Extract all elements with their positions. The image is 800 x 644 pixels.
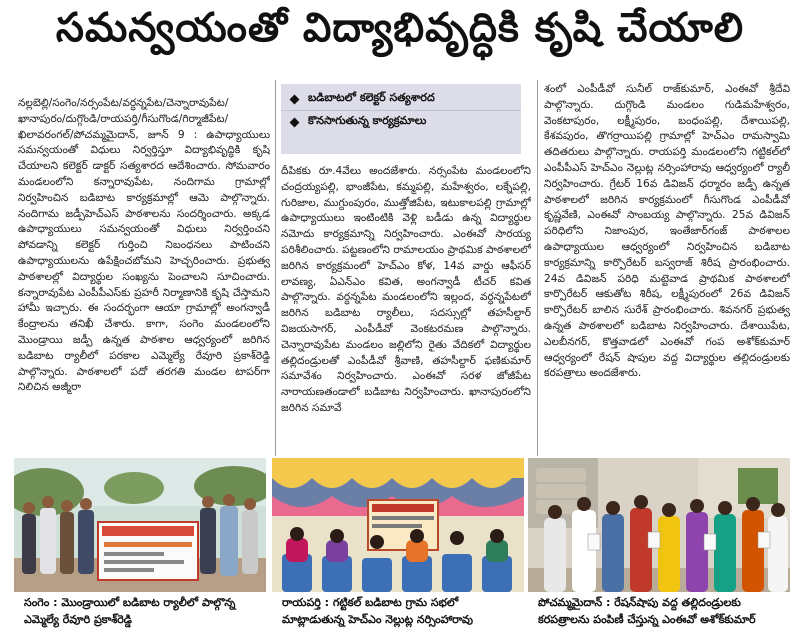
diamond-bullet-icon	[290, 117, 300, 127]
column-divider	[275, 80, 276, 456]
photo-caption: పోచమ్మమైదాన్ : రేషన్‌షాపు వద్ద తల్లిదండ్రులకు కరపత్రాలను పంపిణీ చేస్తున్న ఎంఈవో అశోక్‌కుమార్	[538, 596, 756, 626]
page-headline: సమన్వయంతో విద్యాభివృద్ధికి కృషి చేయాలి	[55, 5, 745, 51]
photo-meeting	[272, 458, 524, 592]
column-text: దీపికకు రూ.4వేలు అందజేశారు. నర్సంపేట మండలంలోని చంద్రయ్యపల్లి, భాంజీపేట, కమ్మపల్లి, మహేశ్వరం, లక్నేపల్లి, గురిజాల, ముగ్దుంపురం, ముత్తోజిపేట, ఇటుకాలపల్లి గ్రామాల్లో ఉపాధ్యాయులు ఇంటింటికి వెళ్లి బడీడు ఉన్న విద్యార్థుల నమోదు కార్యక్రమాన్ని నిర్వహించారు. ఎంఈవో సారయ్య పరిశీలించారు. పట్టణంలోని రామాలయం ప్రాథమిక పాఠశాలలో జరిగిన కార్యక్రమంలో హెచ్ఎం కోళ, 14వ వార్డు ఆఫీసర్ లావణ్య, ఏఎన్ఎం కవిత, అంగన్వాడీ టీచర్ కవిత పాల్గొన్నారు. వర్ధన్నపేట మండలంలోని ఇల్లంద, వర్ధన్నపేటలో జరిగిన బడిబాట ర్యాలీలు, సదస్సుల్లో తహసీల్దార్ విజయసాగర్, ఎంపీడీవో వెంకటరమణ పాల్గొన్నారు. చెన్నారావుపేట మండలం జల్లిలోని రైతు వేదికలో విద్యార్థుల తల్లిదండ్రులతో ఎంపీడీవో శ్రీవాణి, తహసీల్దార్ ఫణికుమార్ సమావేశం నిర్వహించారు. ఎంఈవో సరళ జోజీపేట నారాయణతండాలో బడిబాట నిర్వహించారు. ఖానాపురంలోని జరిగిన సమావే	[281, 165, 531, 414]
photo-caption: రాయపర్తి : గట్టికల్ బడిబాట గ్రామ సభలో మాట్లాడుతున్న హెచ్ఎం నెల్లుట్ల నర్సింహారావు	[282, 596, 474, 626]
highlight-text: బడిబాటలో కలెక్టర్ సత్యశారద	[308, 91, 435, 104]
photo-caption: సంగెం : మొండ్రాయిలో బడిబాట ర్యాలీలో పాల్గొన్న ఎమ్మెల్యే రేవూరి ప్రకాశ్‌రెడ్డి	[24, 596, 236, 626]
highlight-item	[281, 88, 521, 110]
column-divider	[537, 80, 538, 456]
diamond-bullet-icon	[290, 94, 300, 104]
article-column-3	[544, 82, 790, 452]
column-text: శంలో ఎంపీడీవో సునీల్ రాజ్‌కుమార్, ఎంఈవో శ్రీదేవి పాల్గొన్నారు. దుగ్గొండి మండలం గుడిమహేశ్వరం, వెంకటాపురం, లక్ష్మీపురం, బంధంపల్లి, దేశాయిపల్లి, కేశవపురం, తొగర్రాయిపల్లి గ్రామాల్లో హెచ్ఎం రామస్వామి తదితరులు పాల్గొన్నారు. రాయపర్తి మండలంలోని గట్టికల్‌లో ఎంపీపీఎస్ హెచ్ఎం నెల్లుట్ల నర్సింహారావు ఆధ్వర్యంలో ర్యాలీ నిర్వహించారు. గ్రేటర్ 16వ డివిజన్ ధర్మారం జడ్పీ ఉన్నత పాఠశాలలో జరిగిన కార్యక్రమంలో గీసుగొండ ఎంపీడీవో కృష్ణవేణి, ఎంఈవో సాంబయ్య పాల్గొన్నారు. 25వ డివిజన్ పరిధిలోని నిజాంపుర, ఇంతేజార్‌గంజ్ పాఠశాలల ఉపాధ్యాయుల ఆధ్వర్యంలో నిర్వహించిన బడిబాట కార్యక్రమాన్ని కార్పొరేటర్ బస్వరాజ్ శిరీష ప్రారంభించారు. 24వ డివిజన్ పరిధి మట్టెవాడ ప్రాథమిక పాఠశాలలో కార్పొరేటర్ ఆకుతోట శిరీష, లక్ష్మీపురంలో 26వ డివిజన్ కార్పొరేటర్ బాలిన సురేశ్ ప్రారంభించారు. శివనగర్ ప్రభుత్వ ఉన్నత పాఠశాలలో బడిబాట నిర్వహించారు. దేశాయిపేట, ఎలబీనగర్, కొత్తవాడలో ఎంఈవో గంప అశోక్‌కుమార్ ఆధ్వర్యంలో రేషన్ షాపుల వద్ద విద్యార్థుల తల్లిదండ్రులకు కరపత్రాలు అందజేశారు.	[544, 83, 790, 380]
highlight-text: కొనసాగుతున్న కార్యక్రమాలు	[308, 114, 427, 127]
photo-rally	[14, 458, 266, 592]
article-column-2	[281, 164, 531, 452]
highlights-box	[281, 84, 521, 154]
highlight-item	[281, 110, 521, 133]
article-column-1	[18, 96, 270, 452]
column-text: నల్లబెల్లి/సంగెం/నర్సంపేట/వర్ధన్నపేట/చెన్నారావుపేట/ఖానాపురం/దుగ్గొండి/రాయపర్తి/గీసుగొండ/గిర్మాజీపేట/ఖిలావరంగల్/పోచమ్మమైదాన్, జూన్ 9 : ఉపాధ్యాయులు సమన్వయంతో విధులు నిర్వర్తిస్తూ విద్యాభివృద్ధికి కృషి చేయాలని కలెక్టర్ డాక్టర్ సత్యశారద ఆదేశించారు. సోమవారం మండలంలోని కన్నారావుపేట, నందిగామ గ్రామాల్లో నిర్వహించిన బడిబాట కార్యక్రమాల్లో ఆమె పాల్గొన్నారు. నందిగామ జడ్పీహెచ్ఎస్ పాఠశాలను సందర్శించారు. అక్కడ ఉపాధ్యాయులు సమన్వయంతో విధులు నిర్వర్తించని పోవడాన్ని కలెక్టర్ గుర్తించి నిబంధనలు పాటించని ఉపాధ్యాయులను ఉపేక్షించబోమని హెచ్చరించారు. ప్రభుత్వ పాఠశాలల్లో విద్యార్థుల సంఖ్యను పెంచాలని సూచించారు. కన్నారావుపేట ఎంపీపీఎస్‌కు ప్రహరీ నిర్మాణానికి కృషి చేస్తామని హామీ ఇచ్చారు. ఈ సందర్భంగా ఆయా గ్రామాల్లో అంగన్వాడీ కేంద్రాలను తనిఖీ చేశారు. కాగా, సంగెం మండలంలోని మొండ్రాయి జడ్పీ ఉన్నత పాఠశాల ఆధ్వర్యంలో జరిగిన బడిబాట ర్యాలీలో పరకాల ఎమ్మెల్యే రేవూరి ప్రకాశ్‌రెడ్డి పాల్గొన్నారు. పాఠశాలలో పదో తరగతి మండల టాపర్‌గా నిలిచిన అజ్మీరా	[18, 97, 270, 394]
photo-ration-shop	[528, 458, 790, 592]
